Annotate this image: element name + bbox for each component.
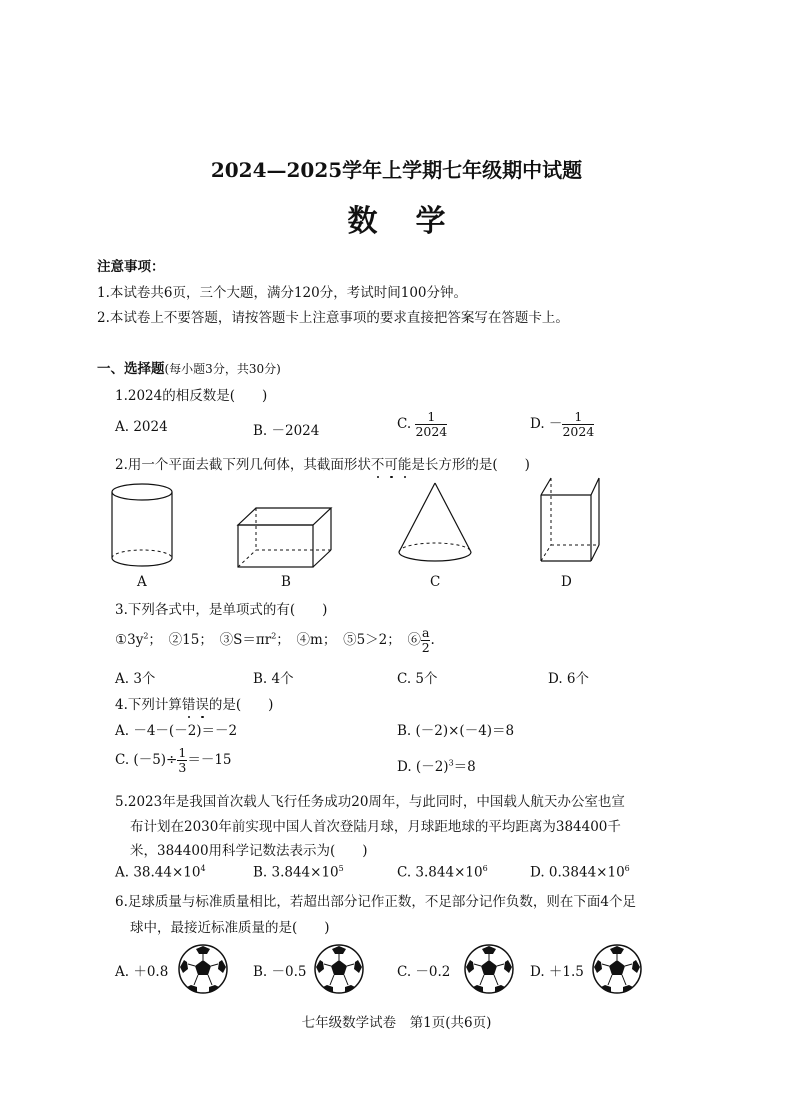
q1-option-d: [530, 410, 594, 439]
q1-c-den: 2024: [415, 424, 448, 439]
q5-c-base: C. 3.844×10: [397, 864, 483, 881]
soccer-ball-icon: [463, 943, 515, 995]
q3-option-a: A. 3个: [115, 671, 156, 687]
soccer-ball-icon: [591, 943, 643, 995]
q5-option-a: [115, 864, 206, 881]
q2-stem-before: 2.用一个平面去截下列几何体，其截面形状: [115, 457, 371, 473]
q3-exp-2: 2: [271, 631, 277, 641]
q6-line-2: 球中，最接近标准质量的是( ): [130, 920, 330, 936]
q5-line-2: 布计划在2030年前实现中国人首次登陆月球，月球距地球的平均距离为384400千: [130, 819, 621, 835]
figure-label-b: B: [281, 574, 291, 590]
q6-option-a: A. ＋0.8: [115, 964, 169, 980]
q3-exp-1: 2: [143, 631, 149, 641]
q1-d-den: 2024: [562, 424, 595, 439]
subject-title: 数学: [347, 204, 484, 239]
q4-stem-after: 的是( ): [208, 697, 274, 713]
q5-a-base: A. 38.44×10: [115, 864, 201, 881]
section-heading: [97, 357, 281, 377]
section-title: 一、选择题: [97, 361, 165, 377]
q2-emph-1: 不: [370, 457, 385, 473]
section-note: (每小题3分，共30分): [164, 362, 281, 376]
q1-d-fraction: [562, 410, 594, 439]
q5-line-1: 5.2023年是我国首次载人飞行任务成功20周年，与此同时，中国载人航天办公室也宣: [115, 794, 625, 810]
q1-c-prefix: C.: [397, 416, 412, 432]
q1-c-num: 1: [415, 410, 447, 425]
soccer-ball-icon: [177, 943, 229, 995]
figure-label-d: D: [561, 574, 572, 590]
q3-items: [115, 626, 435, 655]
q6-option-b: B. －0.5: [253, 964, 307, 980]
q4-c-num: 1: [178, 745, 187, 760]
q4-d-after: ＝8: [453, 759, 476, 775]
q5-c-exp: 6: [482, 864, 488, 873]
q3-frac-den: 2: [421, 640, 430, 655]
cone-figure: [393, 480, 478, 572]
page-footer: 七年级数学试卷 第1页(共6页): [301, 1015, 492, 1031]
q4-emph-2: 误: [195, 697, 209, 713]
q5-a-exp: 4: [200, 864, 206, 873]
cylinder-figure: [105, 480, 180, 572]
notice-heading: 注意事项：: [97, 259, 165, 275]
cuboid-figure: [235, 505, 335, 570]
q6-line-1: 6.足球质量与标准质量相比，若超出部分记作正数，不足部分记作负数，则在下面4个足: [115, 894, 636, 910]
q3-end: .: [430, 632, 435, 648]
q5-b-exp: 5: [338, 864, 344, 873]
q4-emph-1: 错: [181, 697, 196, 713]
q5-b-base: B. 3.844×10: [253, 864, 339, 881]
q5-d-exp: 6: [624, 864, 630, 873]
q2-emph-2: 可: [384, 457, 398, 473]
q3-item-text-1: ①3y: [115, 632, 144, 648]
q4-c-fraction: [177, 746, 187, 775]
q4-option-d: [397, 755, 476, 775]
q5-option-b: [253, 864, 344, 881]
q3-stem: 3.下列各式中，是单项式的有( ): [115, 602, 328, 618]
q4-stem-before: 4.下列计算: [115, 697, 182, 713]
figure-label-c: C: [430, 574, 441, 590]
q6-option-c: C. －0.2: [397, 964, 451, 980]
q4-stem: [115, 693, 273, 713]
q3-frac-num: a: [422, 625, 430, 640]
q2-stem: [115, 453, 530, 473]
q1-c-fraction: [415, 410, 447, 439]
q2-stem-after: 是长方形的是( ): [411, 457, 530, 473]
q4-d-base: D. (－2): [397, 759, 449, 775]
exam-title: 2024—2025学年上学期七年级期中试题: [210, 158, 583, 182]
q1-stem: 1.2024的相反数是( ): [115, 388, 268, 404]
q4-c-before: C. (－5)÷: [115, 752, 178, 768]
q3-item-text-3: ； ④m； ⑤5＞2； ⑥: [276, 632, 422, 648]
prism-figure: [535, 475, 605, 570]
q4-option-a: A. －4－(－2)＝－2: [115, 723, 238, 739]
q3-option-b: B. 4个: [253, 671, 294, 687]
q1-d-prefix: D. －: [530, 416, 563, 432]
q4-option-c: [115, 746, 232, 775]
q4-c-after: ＝－15: [187, 752, 232, 768]
q5-line-3: 米，384400用科学记数法表示为( ): [130, 843, 368, 859]
q3-item-text-2: ； ②15； ③S＝πr: [148, 632, 272, 648]
q5-option-c: [397, 864, 488, 881]
q5-d-base: D. 0.3844×10: [530, 864, 625, 881]
q3-option-d: D. 6个: [548, 671, 590, 687]
figure-label-a: A: [137, 574, 147, 590]
q1-option-c: [397, 410, 447, 439]
q4-c-den: 3: [178, 760, 187, 775]
q4-option-b: B. (－2)×(－4)＝8: [397, 723, 515, 739]
q5-option-d: [530, 864, 630, 881]
notice-item-2: 2.本试卷上不要答题，请按答题卡上注意事项的要求直接把答案写在答题卡上。: [97, 310, 569, 326]
soccer-ball-icon: [313, 943, 365, 995]
q1-option-b: B. －2024: [253, 423, 320, 439]
q4-d-exp: 3: [448, 758, 454, 768]
q1-d-num: 1: [562, 410, 594, 425]
q6-option-d: D. ＋1.5: [530, 964, 584, 980]
q1-option-a: A. 2024: [115, 419, 168, 435]
notice-item-1: 1.本试卷共6页，三个大题，满分120分，考试时间100分钟。: [97, 285, 468, 301]
q2-emph-3: 能: [397, 457, 412, 473]
q3-option-c: C. 5个: [397, 671, 438, 687]
